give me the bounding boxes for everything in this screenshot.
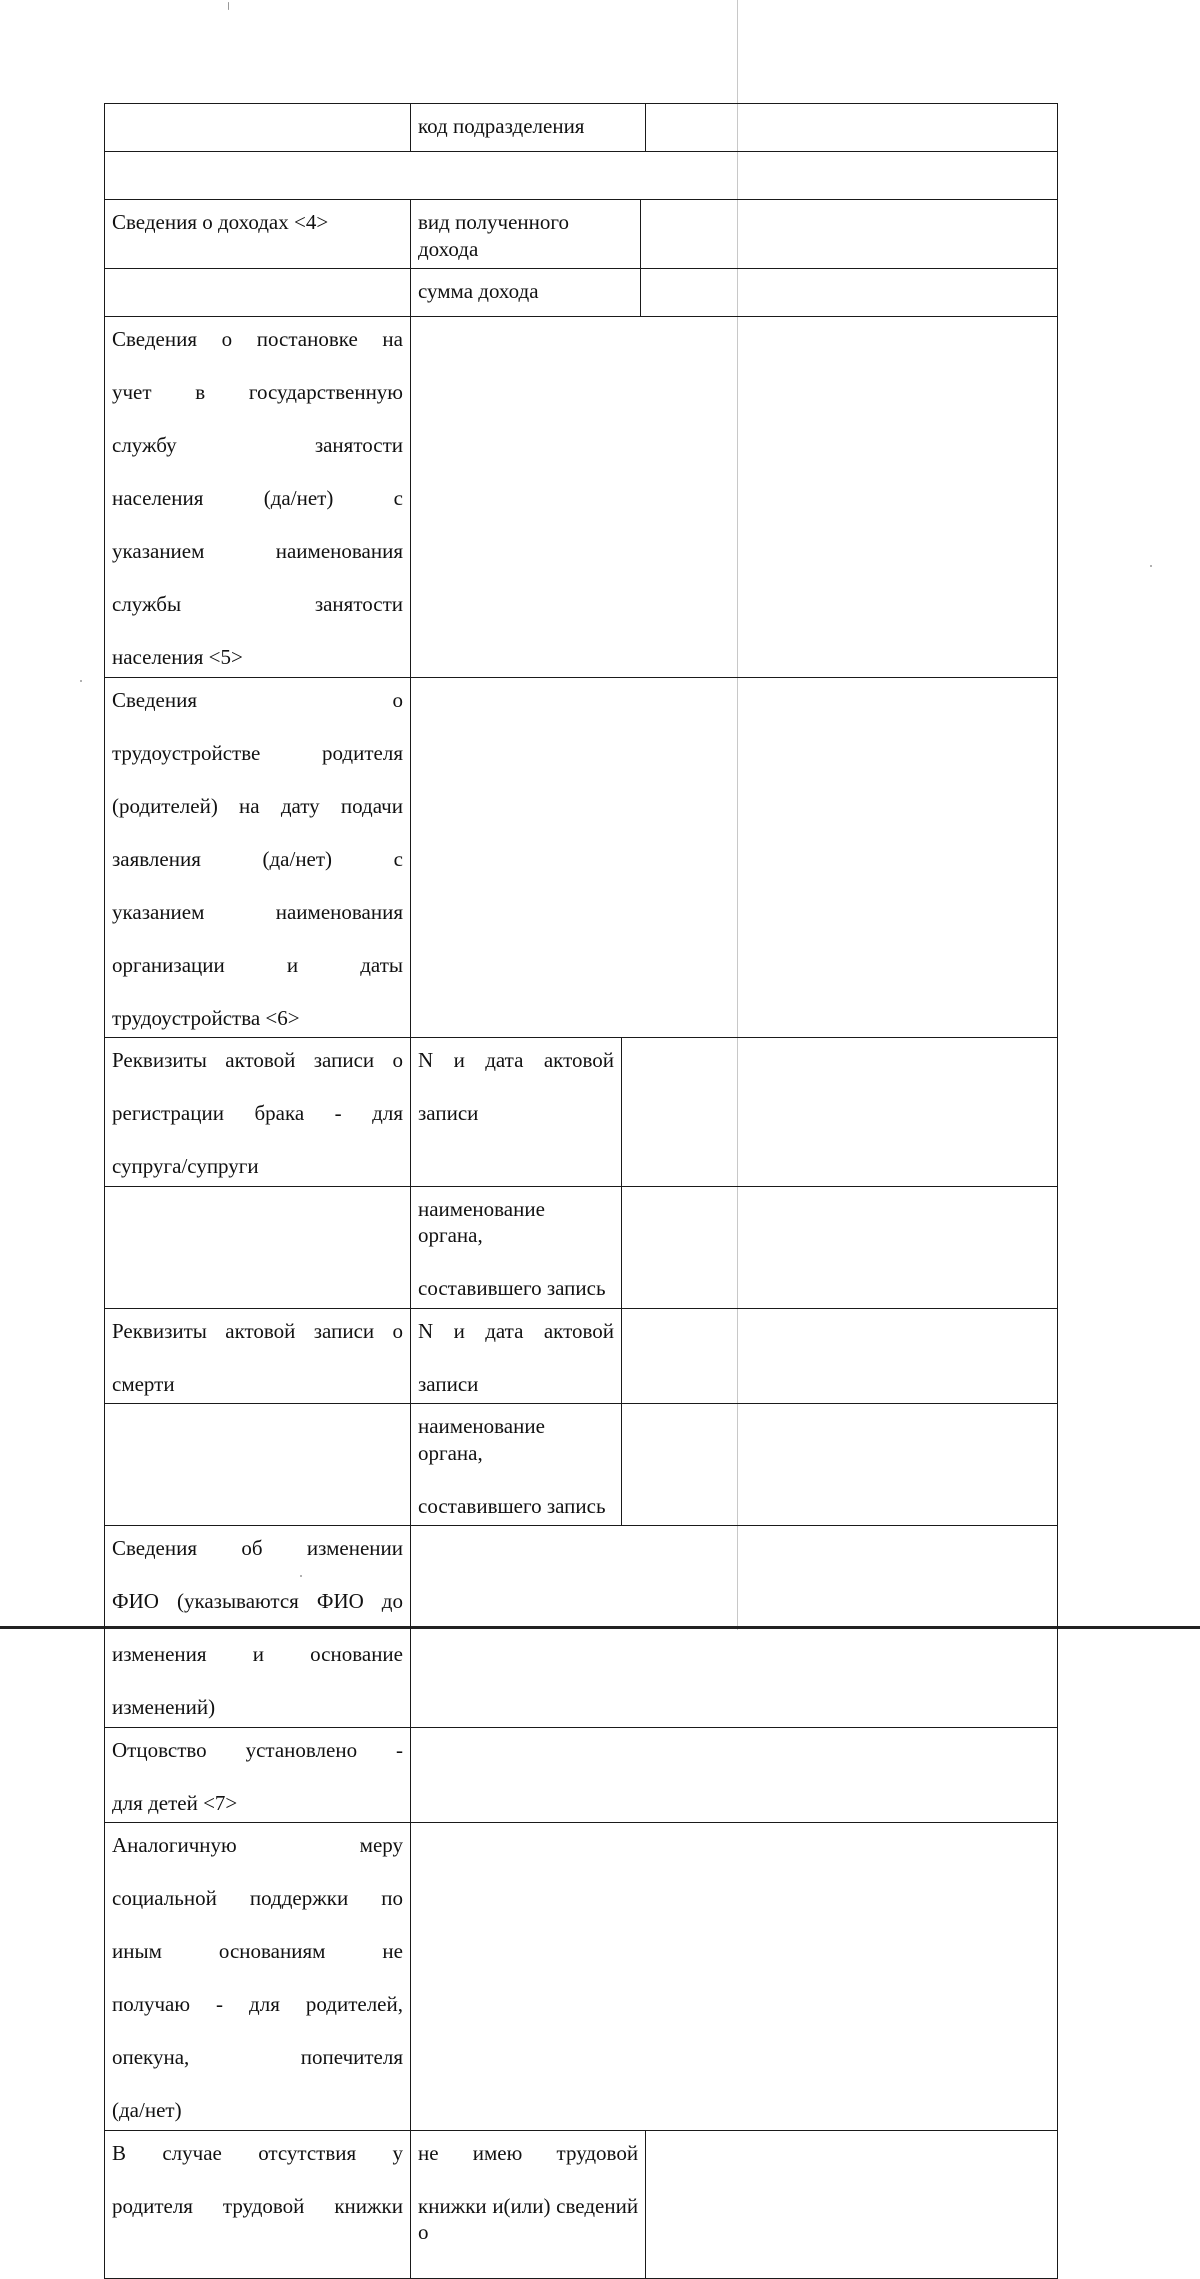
work-book-field-label: не имею трудовой книжки и(или) сведений о — [411, 2130, 646, 2279]
employment-service-value-cell[interactable] — [411, 317, 1058, 678]
separator-cell — [105, 152, 1058, 200]
parent-employment-label: Сведения о трудоустройстве родителя (родителей) на дату подачи заявления (да/нет) с указанием наименования организации и даты трудоустройства <6> — [105, 677, 411, 1038]
similar-support-label: Аналогичную меру социальной поддержки по иным основаниям не получаю - для родителей, опекуна, попечителя (да/нет) — [105, 1823, 411, 2131]
separator-row — [105, 152, 1058, 200]
paternity-row — [105, 1727, 1058, 1823]
scan-speck — [1150, 565, 1152, 567]
application-form-table — [104, 103, 1058, 2279]
paternity-label: Отцовство установлено - для детей <7> — [105, 1727, 411, 1823]
name-change-row — [105, 1526, 1058, 1728]
label-cell-empty — [105, 1186, 411, 1308]
marriage-authority-label: наименование органа, составившего запись — [411, 1186, 622, 1308]
paternity-value-cell[interactable] — [411, 1727, 1058, 1823]
death-authority-label: наименование органа, составившего запись — [411, 1404, 622, 1526]
marriage-record-number-label: N и дата актовой записи — [411, 1038, 622, 1187]
employment-service-label: Сведения о постановке на учет в государственную службу занятости населения (да/нет) с указанием наименования службы занятости населения <5> — [105, 317, 411, 678]
marriage-record-label: Реквизиты актовой записи о регистрации брака - для супруга/супруги — [105, 1038, 411, 1187]
death-record-value-cell[interactable] — [622, 1308, 1058, 1404]
death-authority-value-cell[interactable] — [622, 1404, 1058, 1526]
parent-employment-value-cell[interactable] — [411, 677, 1058, 1038]
similar-support-row — [105, 1823, 1058, 2131]
income-type-label: вид полученного дохода — [411, 200, 641, 269]
work-book-value-cell[interactable] — [646, 2130, 1058, 2279]
name-change-value-cell[interactable] — [411, 1526, 1058, 1728]
work-book-label: В случае отсутствия у родителя трудовой книжки — [105, 2130, 411, 2279]
death-record-label: Реквизиты актовой записи о смерти — [105, 1308, 411, 1404]
scan-speck — [228, 2, 229, 10]
marriage-record-row — [105, 1038, 1058, 1187]
work-book-row — [105, 2130, 1058, 2279]
division-code-value-cell[interactable] — [646, 104, 1058, 152]
income-type-row — [105, 200, 1058, 269]
parent-employment-row — [105, 677, 1058, 1038]
employment-service-row — [105, 317, 1058, 678]
name-change-label: Сведения об изменении ФИО (указываются ФИО до изменения и основание изменений) — [105, 1526, 411, 1728]
marriage-record-value-cell[interactable] — [622, 1038, 1058, 1187]
label-cell-empty — [105, 269, 411, 317]
income-type-value-cell[interactable] — [641, 200, 1058, 269]
scan-speck — [80, 680, 82, 682]
income-sum-value-cell[interactable] — [641, 269, 1058, 317]
label-cell-empty — [105, 104, 411, 152]
income-sum-row — [105, 269, 1058, 317]
death-record-number-label: N и дата актовой записи — [411, 1308, 622, 1404]
marriage-authority-value-cell[interactable] — [622, 1186, 1058, 1308]
death-record-row — [105, 1308, 1058, 1404]
income-info-label: Сведения о доходах <4> — [105, 200, 411, 269]
label-cell-empty — [105, 1404, 411, 1526]
similar-support-value-cell[interactable] — [411, 1823, 1058, 2131]
income-sum-label: сумма дохода — [411, 269, 641, 317]
death-authority-row — [105, 1404, 1058, 1526]
division-code-label: код подразделения — [411, 104, 646, 152]
division-code-row — [105, 104, 1058, 152]
marriage-authority-row — [105, 1186, 1058, 1308]
